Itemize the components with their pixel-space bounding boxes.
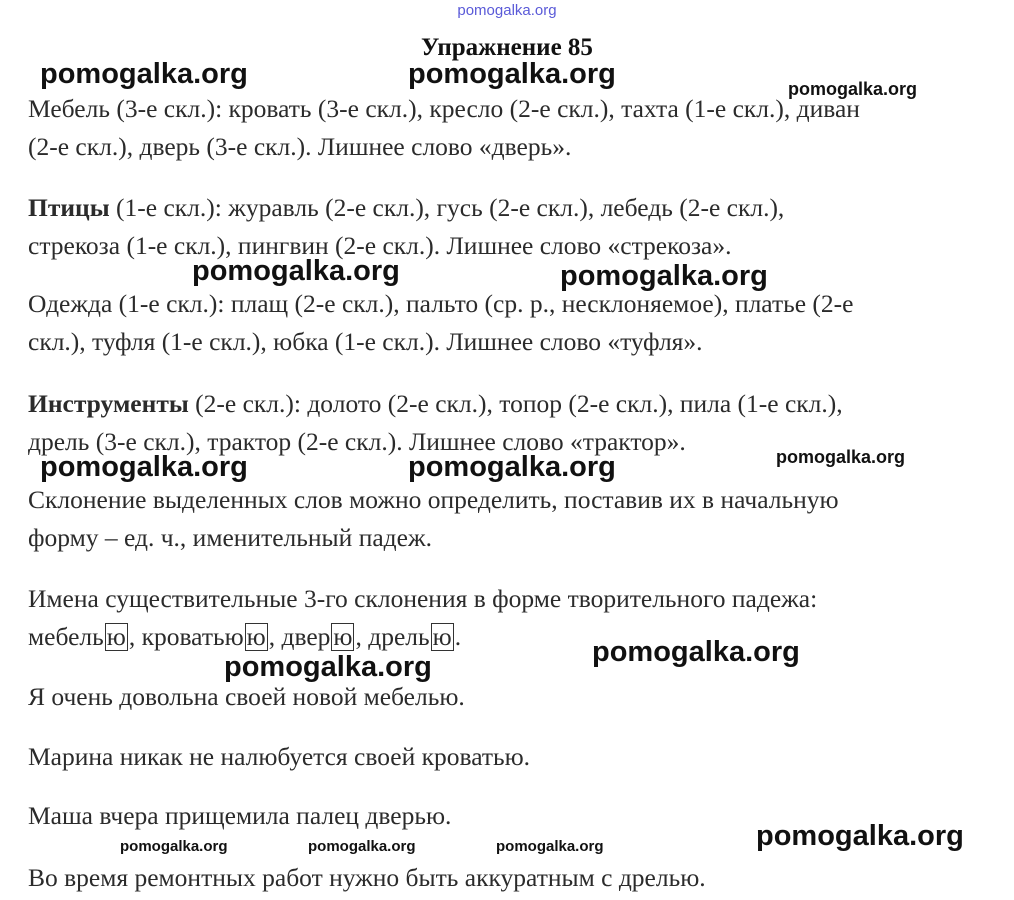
text-line: Я очень довольна своей новой мебелью. [28, 682, 465, 711]
word-separator: . [454, 622, 462, 651]
text-line: стрекоза (1-е скл.), пингвин (2-е скл.). Лишнее слово «стрекоза». [28, 231, 732, 260]
word-stem: дрель [368, 622, 430, 651]
paragraph-birds [28, 189, 993, 265]
ending-box: ю [246, 622, 266, 651]
word-separator: , [355, 622, 369, 651]
watermark: pomogalka.org [120, 838, 228, 855]
text-line [28, 189, 993, 227]
watermark: pomogalka.org [192, 255, 400, 287]
word-list-line [28, 618, 993, 656]
watermark: pomogalka.org [776, 447, 906, 467]
watermark: pomogalka.org [40, 58, 248, 90]
text-line: Мебель (3-е скл.): кровать (3-е скл.), кресло (2-е скл.), тахта (1-е скл.), диван [28, 94, 860, 123]
paragraph-clothing [28, 285, 993, 361]
line-rest: (1-е скл.): журавль (2-е скл.), гусь (2-е скл.), лебедь (2-е скл.), [109, 193, 785, 222]
word-stem: кроватью [141, 622, 244, 651]
watermark: pomogalka.org [40, 451, 248, 483]
watermark: pomogalka.org [756, 820, 964, 852]
word-separator: , [268, 622, 282, 651]
watermark: pomogalka.org [224, 651, 432, 683]
word-stem: двер [281, 622, 331, 651]
paragraph-instrumental-case [28, 580, 993, 656]
watermark: pomogalka.org [408, 451, 616, 483]
ending-box: ю [333, 622, 353, 651]
exercise-title: Упражнение 85 [421, 34, 593, 61]
ending-box: ю [432, 622, 452, 651]
ending-box: ю [106, 622, 126, 651]
text-line: дрель (3-е скл.), трактор (2-е скл.). Лишнее слово «трактор». [28, 427, 686, 456]
watermark: pomogalka.org [788, 79, 918, 99]
text-line: Марина никак не налюбуется своей кроватью. [28, 742, 531, 771]
text-line: скл.), туфля (1-е скл.), юбка (1-е скл.). Лишнее слово «туфля». [28, 327, 703, 356]
text-line: Склонение выделенных слов можно определить, поставив их в начальную [28, 485, 839, 514]
watermark: pomogalka.org [560, 260, 768, 292]
text-line: форму – ед. ч., именительный падеж. [28, 523, 432, 552]
watermark: pomogalka.org [308, 838, 416, 855]
paragraph-furniture [28, 90, 993, 166]
watermark: pomogalka.org [592, 636, 800, 668]
text-line: Маша вчера прищемила палец дверью. [28, 801, 452, 830]
text-line: (2-е скл.), дверь (3-е скл.). Лишнее слово «дверь». [28, 132, 572, 161]
category-word: Птицы [28, 193, 110, 222]
example-sentence [28, 678, 993, 716]
word-stem: мебель [28, 622, 104, 651]
watermark: pomogalka.org [496, 838, 604, 855]
category-word: Инструменты [28, 389, 189, 418]
text-line: Имена существительные 3-го склонения в форме творительного падежа: [28, 584, 818, 613]
example-sentence [28, 738, 993, 776]
text-line [28, 385, 993, 423]
word-separator: , [128, 622, 142, 651]
example-sentence [28, 859, 993, 897]
line-rest: (2-е скл.): долото (2-е скл.), топор (2-е скл.), пила (1-е скл.), [188, 389, 843, 418]
text-line: Одежда (1-е скл.): плащ (2-е скл.), пальто (ср. р., несклоняемое), платье (2-е [28, 289, 854, 318]
watermark: pomogalka.org [408, 58, 616, 90]
text-line: Во время ремонтных работ нужно быть аккуратным с дрелью. [28, 863, 706, 892]
site-link[interactable]: pomogalka.org [457, 2, 557, 19]
paragraph-declension-note [28, 481, 993, 557]
